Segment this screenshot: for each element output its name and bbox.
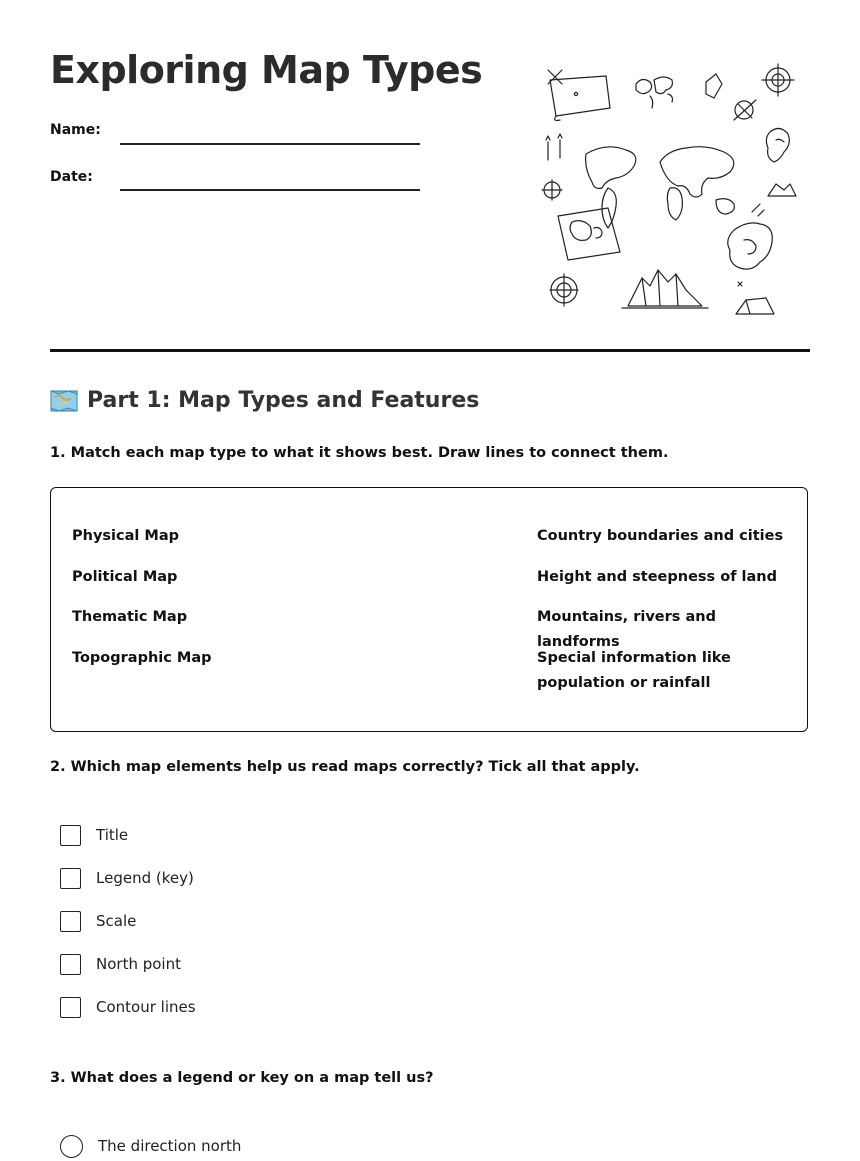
- compass-icon: [542, 180, 562, 200]
- match-right-item[interactable]: Special information like population or rainfall: [537, 650, 731, 691]
- match-left-item[interactable]: Political Map: [72, 569, 178, 585]
- world-map-small-icon: [636, 77, 673, 108]
- match-left-item[interactable]: Thematic Map: [72, 609, 188, 625]
- map-icon: [50, 389, 78, 413]
- iceberg-icon: [622, 270, 708, 308]
- checkbox[interactable]: [60, 825, 81, 846]
- world-map-icon: [586, 147, 735, 228]
- pencils-icon: [546, 134, 562, 160]
- match-right-item[interactable]: Country boundaries and cities: [537, 528, 784, 544]
- radio-button[interactable]: [60, 1135, 83, 1158]
- checkbox[interactable]: [60, 911, 81, 932]
- match-left-item[interactable]: Physical Map: [72, 528, 179, 544]
- option-north-point[interactable]: [60, 951, 181, 977]
- checkbox[interactable]: [60, 954, 81, 975]
- option-contour-lines[interactable]: [60, 994, 196, 1020]
- option-label: The direction north: [98, 1137, 242, 1155]
- globe-icon: [550, 274, 578, 306]
- match-left-item[interactable]: Topographic Map: [72, 650, 212, 666]
- option-label: North point: [96, 955, 181, 973]
- match-right-item[interactable]: Mountains, rivers and landforms: [537, 609, 716, 650]
- compass-rose-icon: [706, 64, 794, 120]
- map-illustration: [538, 60, 808, 320]
- option-label: Scale: [96, 912, 137, 930]
- option-label: Contour lines: [96, 998, 196, 1016]
- island-map-icon: [728, 204, 773, 269]
- option-legend[interactable]: [60, 865, 194, 891]
- checkbox[interactable]: [60, 997, 81, 1018]
- date-field[interactable]: [120, 189, 420, 191]
- option-title[interactable]: [60, 822, 128, 848]
- question-2-prompt: 2. Which map elements help us read maps correctly? Tick all that apply.: [50, 759, 640, 775]
- globe-hand-icon: [766, 128, 789, 162]
- treasure-map-icon: [558, 208, 620, 260]
- option-scale[interactable]: [60, 908, 136, 934]
- section-title-text: Part 1: Map Types and Features: [87, 388, 480, 413]
- checkbox[interactable]: [60, 868, 81, 889]
- map-scroll-icon: [548, 70, 610, 121]
- option-label: Legend (key): [96, 869, 194, 887]
- option-label: Title: [96, 826, 129, 844]
- option-direction-north[interactable]: [60, 1133, 241, 1159]
- name-label: Name:: [50, 122, 101, 138]
- match-right-item[interactable]: Height and steepness of land: [537, 569, 778, 585]
- question-1-prompt: 1. Match each map type to what it shows best. Draw lines to connect them.: [50, 445, 669, 461]
- section-divider: [50, 349, 810, 352]
- date-label: Date:: [50, 169, 93, 185]
- name-field[interactable]: [120, 143, 420, 145]
- matching-box: [50, 487, 808, 732]
- tent-icon: [736, 282, 774, 314]
- page-title: Exploring Map Types: [50, 48, 483, 92]
- mountain-icon: [768, 184, 796, 196]
- section-title-part-1: [50, 388, 479, 413]
- question-3-prompt: 3. What does a legend or key on a map tell us?: [50, 1070, 434, 1086]
